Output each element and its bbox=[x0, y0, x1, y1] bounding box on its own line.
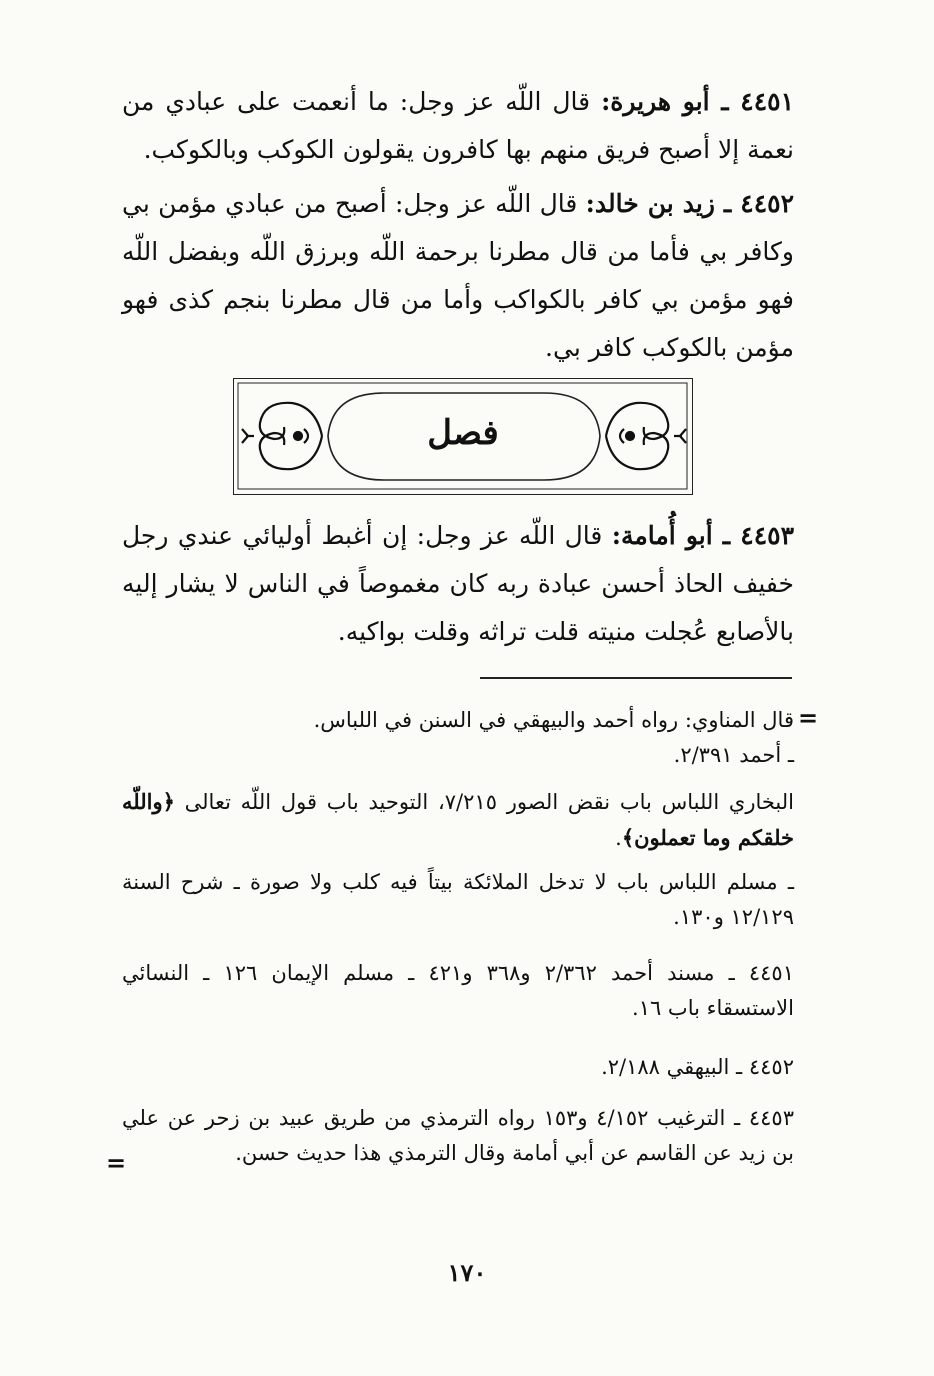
footnote-text: البخاري اللباس باب نقض الصور ٧/٢١٥، التوحيد باب قول اللّه تعالى bbox=[184, 790, 794, 814]
footnote-line: ـ مسلم اللباس باب لا تدخل الملائكة بيتاً فيه كلب ولا صورة ـ شرح السنة ١٢/١٢٩ و١٣٠. bbox=[122, 870, 794, 929]
hadith-lead: ٤٤٥١ ـ أبو هريرة: bbox=[601, 87, 795, 116]
hadith-4453 bbox=[122, 512, 794, 656]
section-title: فصل bbox=[427, 413, 499, 453]
hadith-lead: ٤٤٥٢ ـ زيد بن خالد: bbox=[585, 189, 794, 218]
footnote-4451: ٤٤٥١ ـ مسند أحمد ٢/٣٦٢ و٣٦٨ و٤٢١ ـ مسلم الإيمان ١٢٦ ـ النسائي الاستسقاء باب ١٦. bbox=[122, 961, 794, 1020]
continuation-mark: = bbox=[106, 1148, 127, 1177]
footnote-4453: ٤٤٥٣ ـ الترغيب ٤/١٥٢ و١٥٣ رواه الترمذي من طريق عبيد بن زحر عن علي بن زيد عن القاسم عن أبي أمامة وقال الترمذي هذا حديث حسن. bbox=[122, 1106, 794, 1165]
hadith-text: قال اللّه عز وجل: إن أغبط أوليائي عندي رجل خفيف الحاذ أحسن عبادة ربه كان مغموصاً في الناس لا يشار إليه بالأصابع عُجلت منيته قلت تراثه وقلت بواكيه. bbox=[122, 521, 794, 646]
hadith-text: قال اللّه عز وجل: ما أنعمت على عبادي من نعمة إلا أصبح فريق منهم بها كافرون يقولون الكوكب وبالكوكب. bbox=[122, 87, 794, 164]
quran-quote: ﴿واللّه خلقكم وما تعملون﴾ bbox=[122, 789, 794, 850]
page-number: ١٧٠ bbox=[447, 1258, 487, 1287]
footnote-line: ـ أحمد ٢/٣٩١. bbox=[673, 743, 794, 767]
hadith-text: قال اللّه عز وجل: أصبح من عبادي مؤمن بي وكافر بي فأما من قال مطرنا برحمة اللّه وبرزق اللّه وبفضل اللّه فهو مؤمن بي كافر بالكواكب وأما من قال مطرنا بنجم كذى فهو مؤمن بالكوكب كافر بي. bbox=[122, 189, 794, 362]
hadith-4451 bbox=[122, 78, 794, 174]
footnote-line bbox=[122, 784, 794, 856]
hadith-lead: ٤٤٥٣ ـ أبو أُمامة: bbox=[611, 521, 794, 550]
footnote-4452: ٤٤٥٢ ـ البيهقي ٢/١٨٨. bbox=[601, 1055, 794, 1079]
footnote-separator bbox=[480, 677, 792, 679]
footnote-punct: . bbox=[615, 826, 622, 850]
continuation-mark: = bbox=[798, 703, 819, 732]
footnote-line: قال المناوي: رواه أحمد والبيهقي في السنن في اللباس. bbox=[313, 708, 794, 732]
hadith-4452 bbox=[122, 180, 794, 372]
section-banner bbox=[233, 378, 693, 495]
